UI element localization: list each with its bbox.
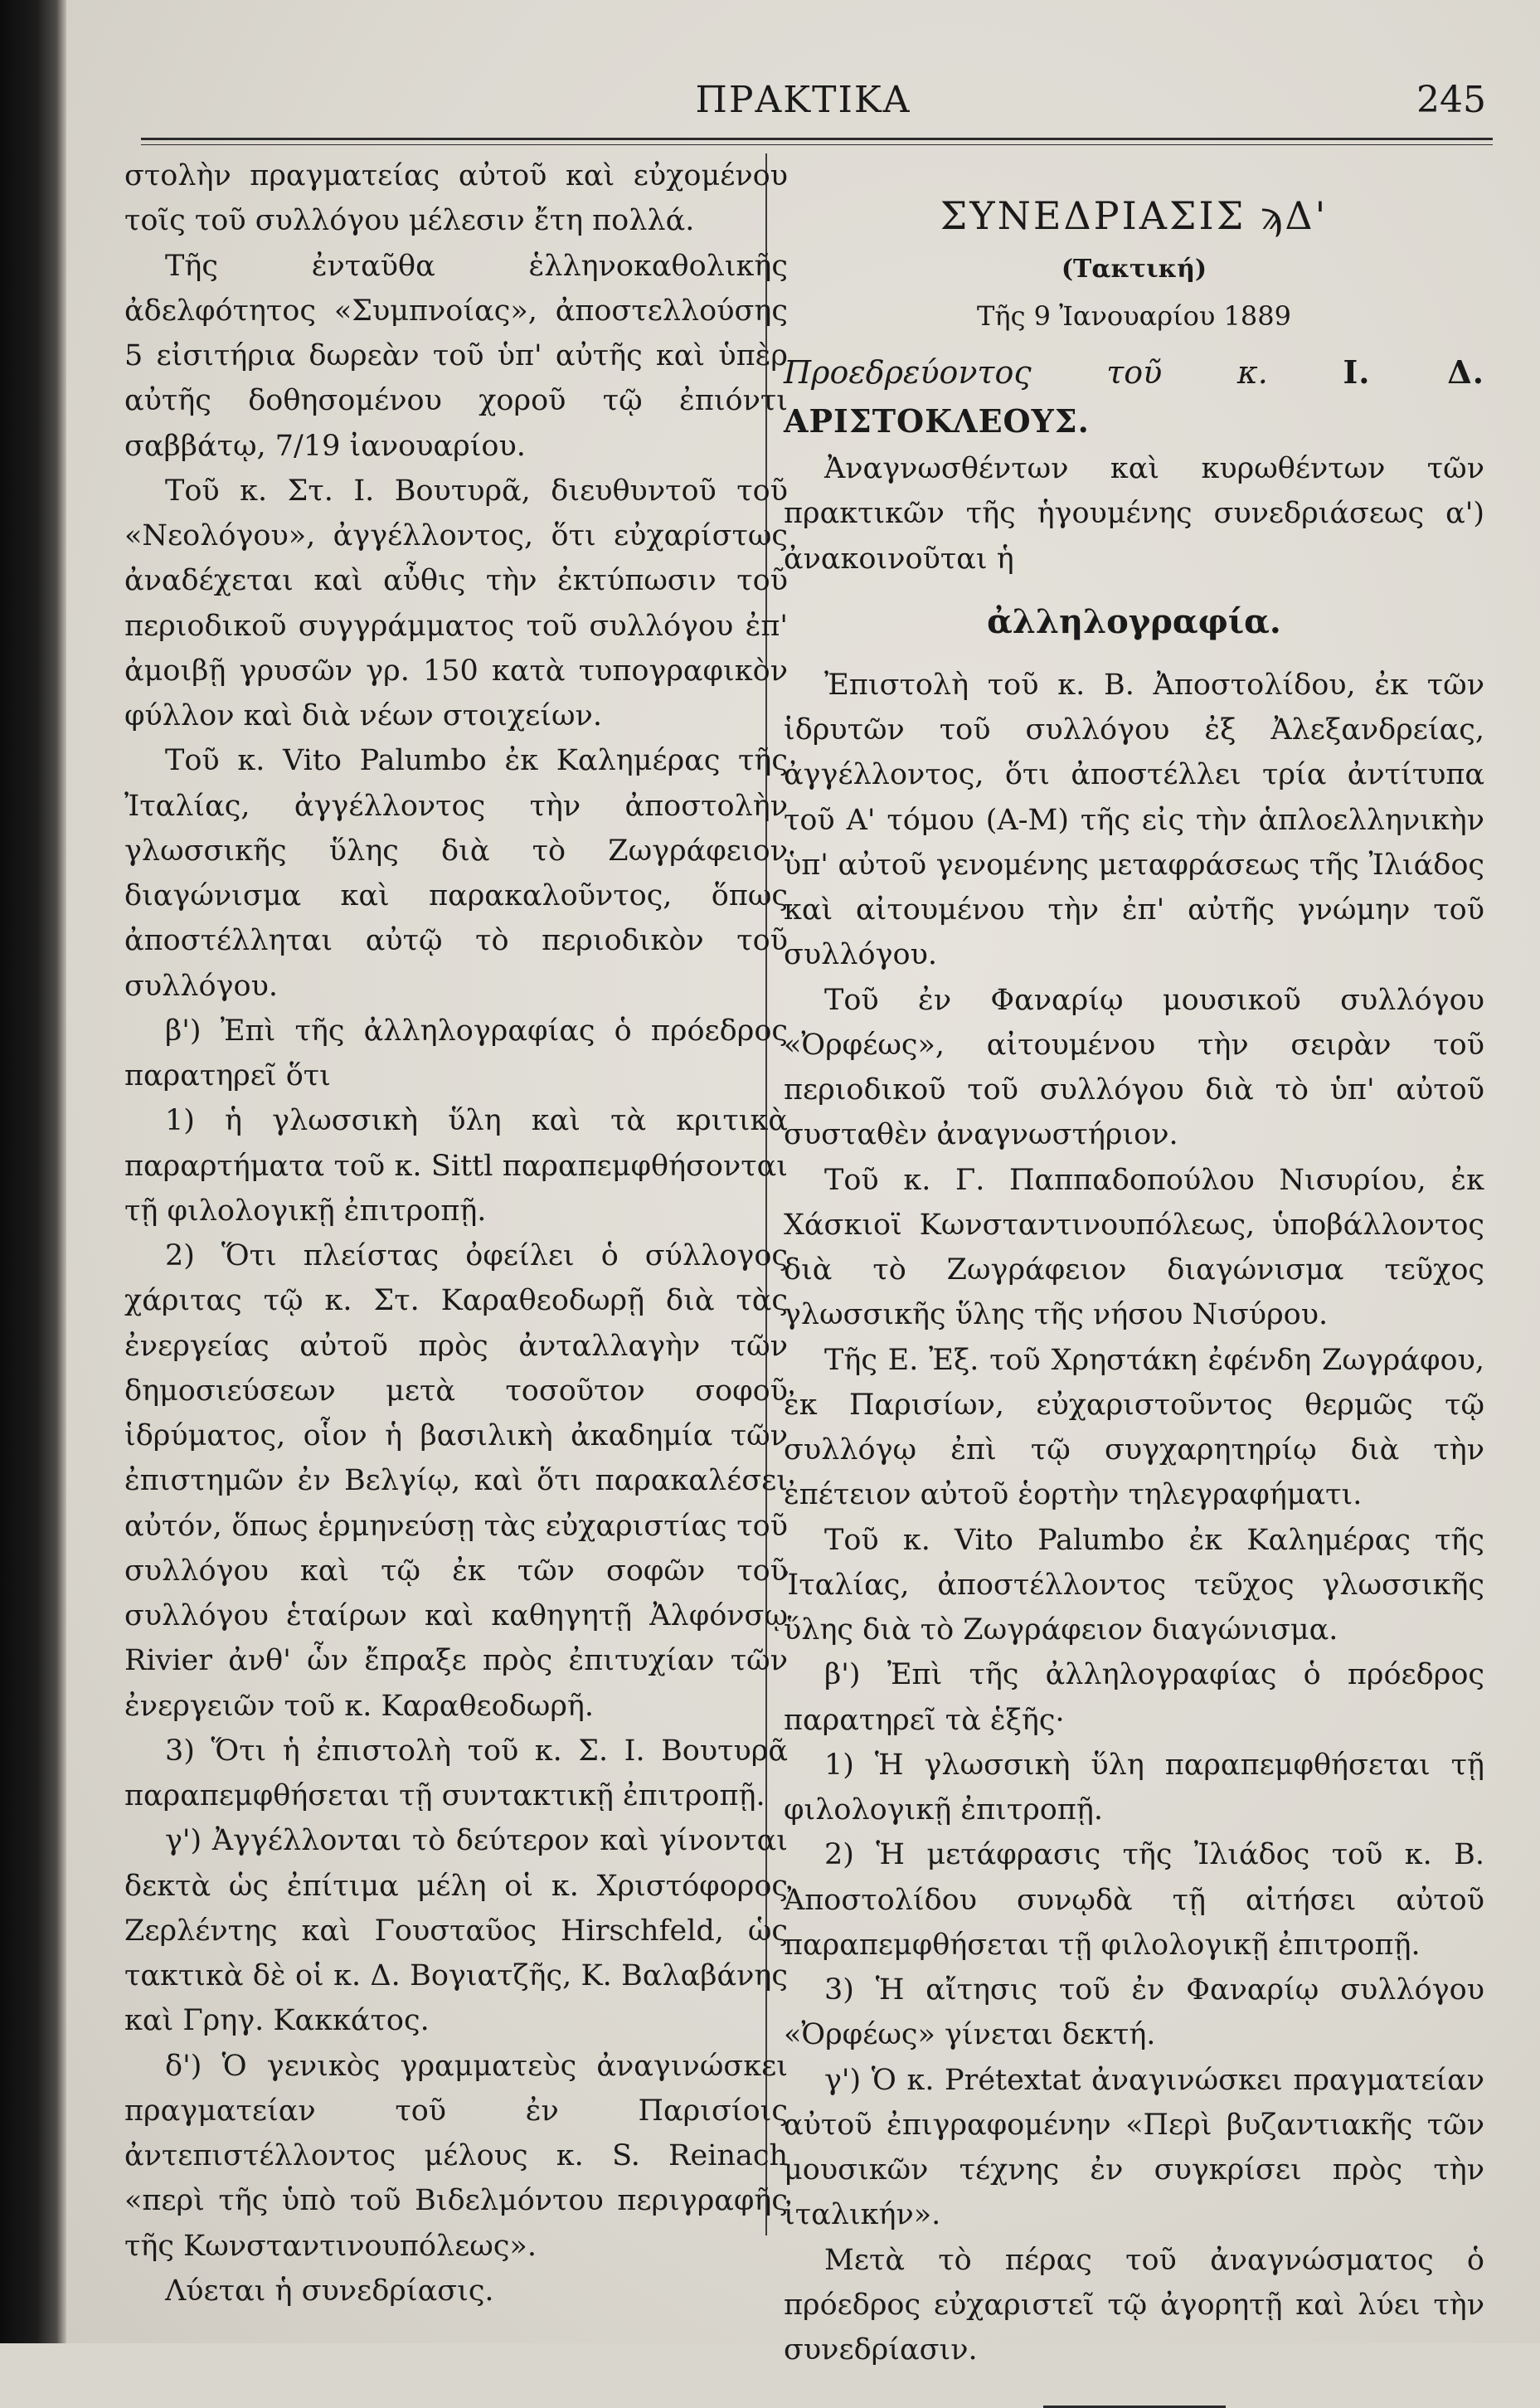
chair-name: Ι. Δ. ΑΡΙΣΤΟΚΛΕΟΥΣ. [784,353,1484,440]
paragraph: Τοῦ κ. Στ. Ι. Βουτυρᾶ, διευθυντοῦ τοῦ «Νεολόγου», ἀγγέλλοντος, ὅτι εὐχαρίστως ἀναδέχεται καὶ αὖθις τὴν ἐκτύπωσιν τοῦ περιοδικοῦ συγγράμματος τοῦ συλλόγου ἐπ' ἀμοιβῇ γρυσῶν γρ. 150 κατὰ τυπογραφικὸν φύλλον καὶ διὰ νέων στοιχείων. [124,474,788,732]
page-header [66,79,1540,129]
paragraph: στολὴν πραγματείας αὐτοῦ καὶ εὐχομένου τοῖς τοῦ συλλόγου μέλεσιν ἔτη πολλά. [124,159,788,238]
running-title: ΠΡΑΚΤΙΚΑ [695,79,911,121]
paragraph: Τοῦ ἐν Φαναρίῳ μουσικοῦ συλλόγου «Ὀρφέως», αἰτουμένου τὴν σειρὰν τοῦ περιοδικοῦ τοῦ συλλόγου διὰ τὸ ὑπ' αὐτοῦ συσταθὲν ἀναγνωστήριον. [784,983,1484,1152]
book-spine-shadow [0,0,66,2343]
paragraph: Τοῦ κ. Vito Palumbo ἐκ Καλημέρας τῆς Ἰταλίας, ἀγγέλλοντος τὴν ἀποστολὴν γλωσσικῆς ὕλης διὰ τὸ Ζωγράφειον διαγώνισμα καὶ παρακαλοῦντος, ὅπως ἀποστέλληται αὐτῷ τὸ περιοδικὸν τοῦ συλλόγου. [124,744,788,1003]
scanned-page [66,0,1540,2367]
paragraph: 3) Ὅτι ἡ ἐπιστολὴ τοῦ κ. Σ. Ι. Βουτυρᾶ παραπεμφθήσεται τῇ συντακτικῇ ἐπιτροπῇ. [124,1734,788,1812]
intro-paragraph: Ἀναγνωσθέντων καὶ κυρωθέντων τῶν πρακτικῶν τῆς ἡγουμένης συνεδριάσεως α') ἀνακοινοῦται ἡ [784,452,1484,576]
left-column [124,153,788,2313]
chair-line [784,348,1484,446]
paragraph: Τῆς ἐνταῦθα ἑλληνοκαθολικῆς ἀδελφότητος «Συμπνοίας», ἀποστελλούσης 5 εἰσιτήρια δωρεὰν τοῦ ὑπ' αὐτῆς καὶ ὑπὲρ αὐτῆς δοθησομένου χοροῦ τῷ ἐπιόντι σαββάτῳ, 7/19 ἰανουαρίου. [124,249,788,463]
chair-label: Προεδρεύοντος τοῦ κ. [784,354,1268,392]
paragraph: 2) Ἡ μετάφρασις τῆς Ἰλιάδος τοῦ κ. Β. Ἀποστολίδου συνῳδὰ τῇ αἰτήσει αὐτοῦ παραπεμφθήσεται τῇ φιλολογικῇ ἐπιτροπῇ. [784,1838,1484,1962]
paragraph: Λύεται ἡ συνεδρίασις. [165,2274,494,2308]
paragraph: Τοῦ κ. Γ. Παππαδοπούλου Νισυρίου, ἐκ Χάσκιοϊ Κωνσταντινουπόλεως, ὑποβάλλοντος διὰ τὸ Ζωγράφειον διαγώνισμα τεῦχος γλωσσικῆς ὕλης τῆς νήσου Νισύρου. [784,1163,1484,1332]
paragraph: Μετὰ τὸ πέρας τοῦ ἀναγνώσματος ὁ πρόεδρος εὐχαριστεῖ τῷ ἀγορητῇ καὶ λύει τὴν συνεδρίασιν. [784,2243,1484,2367]
right-column [784,153,1484,2408]
session-type: (Τακτική) [1061,255,1207,285]
paragraph: γ') Ἀγγέλλονται τὸ δεύτερον καὶ γίνονται δεκτὰ ὡς ἐπίτιμα μέλη οἱ κ. Χριστόφορος Ζερλέντης καὶ Γουσταῦος Hirschfeld, ὡς τακτικὰ δὲ οἱ κ. Δ. Βογιατζῆς, Κ. Βαλαβάνης καὶ Γρηγ. Κακκάτος. [124,1824,788,2038]
page-number: 245 [1416,79,1486,121]
paragraph: 1) Ἡ γλωσσικὴ ὕλη παραπεμφθήσεται τῇ φιλολογικῇ ἐπιτροπῇ. [784,1748,1484,1827]
paragraph: Τοῦ κ. Vito Palumbo ἐκ Καλημέρας τῆς Ἰταλίας, ἀποστέλλοντος τεῦχος γλωσσικῆς ὕλης διὰ τὸ Ζωγράφειον διαγώνισμα. [784,1523,1484,1647]
header-rule [141,138,1493,140]
paragraph: β') Ἐπὶ τῆς ἀλληλογραφίας ὁ πρόεδρος παρατηρεῖ ὅτι [124,1014,788,1092]
paragraph: 3) Ἡ αἴτησις τοῦ ἐν Φαναρίῳ συλλόγου «Ὀρφέως» γίνεται δεκτή. [784,1973,1484,2052]
section-heading: ἀλληλογραφία. [987,601,1281,641]
paragraph: 1) ἡ γλωσσικὴ ὕλη καὶ τὰ κριτικὰ παραρτήματα τοῦ κ. Sittl παραπεμφθήσονται τῇ φιλολογικῇ ἐπιτροπῇ. [124,1104,788,1228]
session-date: Τῆς 9 Ἰανουαρίου 1889 [977,299,1291,332]
paragraph: 2) Ὅτι πλείστας ὀφείλει ὁ σύλλογος χάριτας τῷ κ. Στ. Καραθεοδωρῇ διὰ τὰς ἐνεργείας αὐτοῦ πρὸς ἀνταλλαγὴν τῶν δημοσιεύσεων μετὰ τοσοῦτον σοφοῦ ἱδρύματος, οἷον ἡ βασιλικὴ ἀκαδημία τῶν ἐπιστημῶν ἐν Βελγίῳ, καὶ ὅτι παρακαλέσει αὐτόν, ὅπως ἑρμηνεύσῃ τὰς εὐχαριστίας τοῦ συλλόγου καὶ τῷ ἐκ τῶν σοφῶν τοῦ συλλόγου ἑταίρων καὶ καθηγητῇ Ἀλφόνσῳ Rivier ἀνθ' ὧν ἔπραξε πρὸς ἐπιτυχίαν τῶν ἐνεργειῶν τοῦ κ. Καραθεοδωρῆ. [124,1239,788,1723]
paragraph: Τῆς Ε. Ἐξ. τοῦ Χρηστάκη ἐφένδη Ζωγράφου, ἐκ Παρισίων, εὐχαριστοῦντος θερμῶς τῷ συλλόγῳ ἐπὶ τῷ συγχαρητηρίῳ διὰ τὴν ἐπέτειον αὐτοῦ ἑορτὴν τηλεγραφήματι. [784,1343,1484,1512]
paragraph: γ') Ὁ κ. Prétextat ἀναγινώσκει πραγματείαν αὐτοῦ ἐπιγραφομένην «Περὶ βυζαντιακῆς τῶν μουσικῶν τέχνης ἐν συγκρίσει πρὸς τὴν ἰταλικήν». [784,2063,1484,2232]
session-title: ΣΥΝΕΔΡΙΑΣΙΣ ϡΔ' [940,193,1329,238]
paragraph: δ') Ὁ γενικὸς γραμματεὺς ἀναγινώσκει πραγματείαν τοῦ ἐν Παρισίοις ἀντεπιστέλλοντος μέλους κ. S. Reinach «περὶ τῆς ὑπὸ τοῦ Βιδελμόντου περιγραφῆς τῆς Κωνσταντινουπόλεως». [124,2049,788,2263]
paragraph: Ἐπιστολὴ τοῦ κ. Β. Ἀποστολίδου, ἐκ τῶν ἱδρυτῶν τοῦ συλλόγου ἐξ Ἀλεξανδρείας, ἀγγέλλοντος, ὅτι ἀποστέλλει τρία ἀντίτυπα τοῦ Α' τόμου (Α-Μ) τῆς εἰς τὴν ἁπλοελληνικὴν ὑπ' αὐτοῦ γενομένης μεταφράσεως τῆς Ἰλιάδος καὶ αἰτουμένου τὴν ἐπ' αὐτῆς γνώμην τοῦ συλλόγου. [784,668,1484,972]
paragraph: β') Ἐπὶ τῆς ἀλληλογραφίας ὁ πρόεδρος παρατηρεῖ τὰ ἑξῆς· [784,1658,1484,1737]
header-rule-thin [141,144,1493,145]
